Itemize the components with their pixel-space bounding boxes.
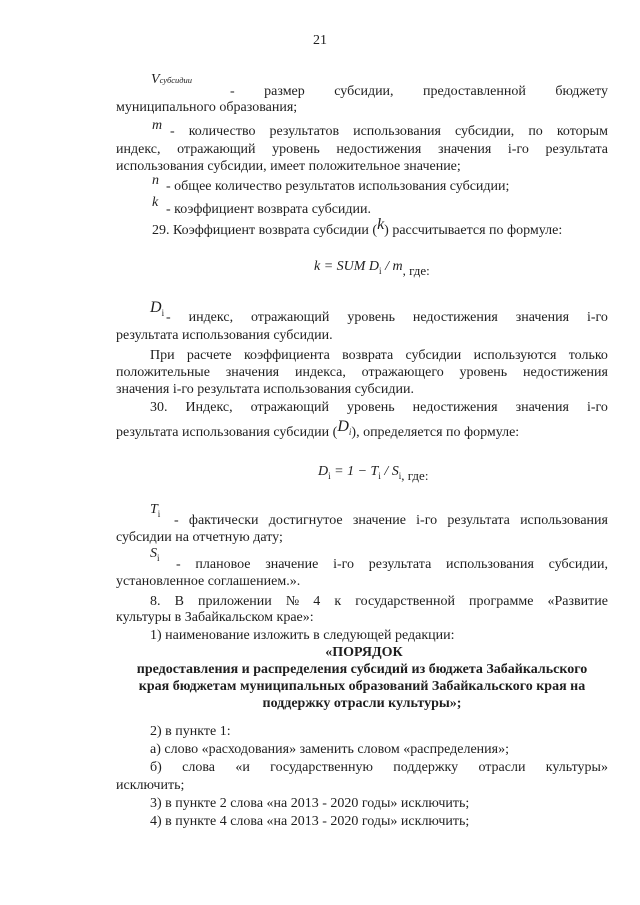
para-30-line2: результата использования субсидии $(D_i)$, определяется по формуле: <box>116 418 520 440</box>
word: - <box>170 124 175 139</box>
word: которым <box>556 124 608 139</box>
word: программе <box>469 594 534 609</box>
word: № <box>285 594 300 609</box>
word: предоставленной <box>423 84 526 99</box>
word: коэффициента <box>243 348 330 363</box>
word: i-го <box>586 310 608 325</box>
para-calc-line2 <box>116 365 608 381</box>
symbol-n: n <box>152 173 159 188</box>
word: размер <box>264 84 305 99</box>
word: использования <box>520 513 608 528</box>
def-m-line2 <box>116 142 608 158</box>
word: «Развитие <box>547 594 608 609</box>
def-s-line2: установленное соглашением.». <box>116 574 301 589</box>
document-page: 21 Vсубсидии - размер субсидии, предоставленной бюджету муниципального образования; m - количество результатов использования субсидии, по которым индекс, отражающий уровень недостижения значения i-го результата использования субсидии, имеет положительное значение; n - общее количество результатов использования субсидии; k - коэффициент возврата субсидии. 29. Коэффициент возврата субсидии (k) рассчитывается по формуле: k = SUM $D_i$ / m, где: $D_i$ - индекс, отражающий уровень недостижения значения i-го результата использования субсидии. При расчете коэффициента возврата субсидии используются только положительные значения индекса, отражающего уровень недостижения значения i-го результата использования субсидии. 30. Индекс, отражающий уровень недостижения значения i-го результата использования субсидии $(D_i)$, определяется по формуле: $D_i = 1 - T_i / S_i$, где: $T_i$ - фактически достигнутое значение i-го результата использования субсидии на отчетную дату; $S_i$ - плановое значение i-го результата использования субсидии, установленное соглашением.». 8. В приложении № 4 к государственной программе «Развитие культуры в Забайкальском крае»: 1) наименование изложить в следующей редакции: «ПОРЯДОК предоставления и распределения субсидий из бюджета Забайкальского края бюджетам муниципальных образований Забайкальского края на поддержку отрасли культуры»; 2) в пункте 1: а) слово «расходования» заменить словом «распределения»; б) слова «и государственную поддержку отрасли культуры» исключить; 3) в пункте 2 слова «на 2013 - 2020 годы» исключить; 4) в пункте 4 слова «на 2013 - 2020 годы» исключить; <box>0 0 640 905</box>
word: субсидии, <box>455 124 515 139</box>
word: субсидии, <box>548 557 608 572</box>
item-3: 3) в пункте 2 слова «на 2013 - 2020 годы» исключить; <box>150 796 470 811</box>
word: использования <box>446 557 534 572</box>
word: достигнутое <box>268 513 343 528</box>
word: «и <box>235 760 250 775</box>
word: значение <box>265 557 319 572</box>
para-8-line1 <box>150 594 608 610</box>
word: использования <box>353 124 441 139</box>
word: недостижения <box>523 365 608 380</box>
word: - <box>230 84 235 99</box>
word: расчете <box>186 348 232 363</box>
word: индекса, <box>294 365 346 380</box>
word: только <box>568 348 608 363</box>
word: к <box>334 594 342 609</box>
def-d-line2: результата использования субсидии. <box>116 328 333 343</box>
word: отрасли <box>478 760 526 775</box>
def-v-line2: муниципального образования; <box>116 100 298 115</box>
page-number: 21 <box>313 33 327 48</box>
formula-k: k = SUM $D_i$ / m, где: <box>314 259 430 278</box>
word: фактически <box>188 513 259 528</box>
word: результата <box>447 513 510 528</box>
word: недостижения <box>412 400 498 415</box>
word: б) <box>150 760 162 775</box>
symbol-k: k <box>152 195 159 210</box>
word: В <box>174 594 184 609</box>
word: отражающий <box>250 400 330 415</box>
symbol-v: Vсубсидии <box>151 72 193 87</box>
def-m-line3: использования субсидии, имеет положительное значение; <box>116 159 461 174</box>
symbol-t: $T_i$ <box>150 502 161 519</box>
word: субсидии <box>405 348 462 363</box>
word: При <box>150 348 175 363</box>
symbol-d: $D_i$ <box>150 299 165 318</box>
word: Индекс, <box>185 400 233 415</box>
word: государственной <box>355 594 455 609</box>
word: значение <box>352 513 406 528</box>
heading-title: «ПОРЯДОК <box>325 645 403 660</box>
word: культуры» <box>545 760 608 775</box>
word: отражающий <box>177 142 256 157</box>
word: 8. <box>150 594 161 609</box>
heading-line1: предоставления и распределения субсидий из бюджета Забайкальского <box>136 662 588 677</box>
word: возврата <box>342 348 394 363</box>
word: уровень <box>347 310 395 325</box>
word: индекс, <box>116 142 161 157</box>
word: по <box>528 124 543 139</box>
symbol-m: m <box>152 118 163 133</box>
word: уровень <box>459 365 508 380</box>
word: результата <box>545 142 608 157</box>
word: - <box>176 557 181 572</box>
symbol-d-inline: $D_i$ <box>337 418 352 437</box>
word: слова <box>182 760 215 775</box>
word: недостижения <box>412 310 498 325</box>
word: значения <box>515 400 569 415</box>
word: индекс, <box>188 310 234 325</box>
heading-line3: поддержку отрасли культуры»; <box>262 696 462 711</box>
item-2a: а) слово «расходования» заменить словом «распределения»; <box>150 742 509 757</box>
para-calc-line3: значения i-го результата использования субсидии. <box>116 382 414 397</box>
word: бюджету <box>555 84 608 99</box>
word: значения <box>225 365 280 380</box>
item-2b-line2: исключить; <box>116 778 185 793</box>
heading-line2: края бюджетам муниципальных образований Забайкальского края на <box>138 679 586 694</box>
word: - <box>166 310 171 325</box>
word: приложении <box>197 594 272 609</box>
word: положительные <box>116 365 210 380</box>
word: используются <box>473 348 557 363</box>
word: уровень <box>272 142 320 157</box>
word: субсидии, <box>334 84 394 99</box>
symbol-k-inline: k <box>377 216 385 233</box>
word: - <box>174 513 179 528</box>
para-29: 29. Коэффициент возврата субсидии (k) рассчитывается по формуле: <box>152 216 563 238</box>
word: результата <box>368 557 432 572</box>
def-v-line1 <box>230 84 608 100</box>
item-4: 4) в пункте 4 слова «на 2013 - 2020 годы» исключить; <box>150 814 470 829</box>
para-8-line2: культуры в Забайкальском крае»: <box>116 610 314 625</box>
formula-d: $D_i = 1 - T_i / S_i$, где: <box>318 464 429 483</box>
word: значения <box>437 142 492 157</box>
para-calc-line1 <box>150 348 608 364</box>
def-t-line2: субсидии на отчетную дату; <box>116 530 283 545</box>
item-1: 1) наименование изложить в следующей редакции: <box>150 628 455 643</box>
word: i-го <box>586 400 608 415</box>
word: i-го <box>416 513 438 528</box>
word: 30. <box>150 400 168 415</box>
word: количество <box>188 124 256 139</box>
word: результатов <box>269 124 340 139</box>
word: плановое <box>195 557 251 572</box>
word: отражающий <box>250 310 330 325</box>
item-2: 2) в пункте 1: <box>150 724 231 739</box>
word: i-го <box>333 557 355 572</box>
word: 4 <box>313 594 321 609</box>
word: значения <box>515 310 570 325</box>
word: поддержку <box>393 760 459 775</box>
symbol-s: $S_i$ <box>150 546 160 563</box>
para-30-line1 <box>150 400 608 416</box>
word: государственную <box>270 760 373 775</box>
word: уровень <box>347 400 395 415</box>
item-2b-line1 <box>150 760 608 776</box>
word: i-го <box>507 142 529 157</box>
word: отражающего <box>361 365 444 380</box>
word: недостижения <box>336 142 422 157</box>
